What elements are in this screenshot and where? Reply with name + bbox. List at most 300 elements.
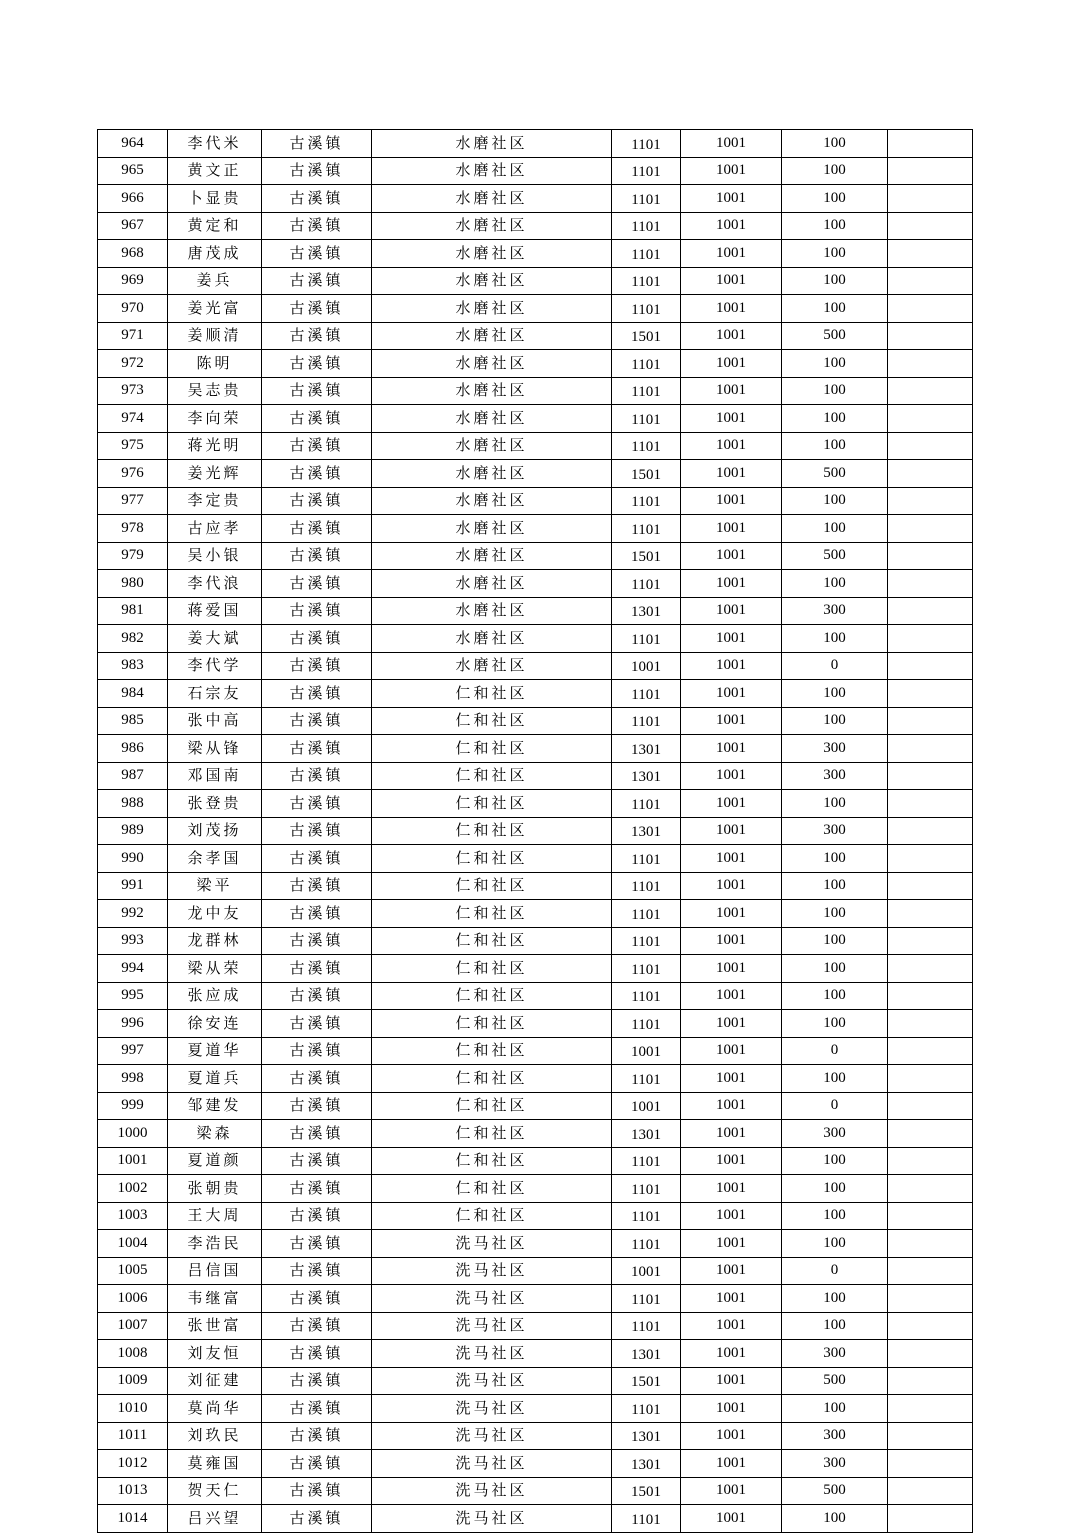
cell-community: 仁和社区 — [372, 762, 612, 790]
cell-note — [888, 1175, 973, 1203]
cell-amount: 300 — [782, 597, 888, 625]
cell-code1: 1501 — [612, 1367, 681, 1395]
cell-code2: 1001 — [681, 542, 782, 570]
cell-code1: 1301 — [612, 817, 681, 845]
cell-note — [888, 955, 973, 983]
cell-town: 古溪镇 — [262, 1312, 372, 1340]
table-row — [98, 1450, 973, 1478]
cell-community: 洗马社区 — [372, 1257, 612, 1285]
table-row — [98, 1037, 973, 1065]
cell-code1: 1101 — [612, 680, 681, 708]
cell-code2: 1001 — [681, 1065, 782, 1093]
cell-note — [888, 762, 973, 790]
cell-amount: 100 — [782, 1312, 888, 1340]
cell-code1: 1101 — [612, 515, 681, 543]
cell-town: 古溪镇 — [262, 157, 372, 185]
cell-name: 黄文正 — [168, 157, 262, 185]
cell-community: 仁和社区 — [372, 1202, 612, 1230]
cell-name: 古应孝 — [168, 515, 262, 543]
cell-name: 吕兴望 — [168, 1505, 262, 1533]
cell-note — [888, 515, 973, 543]
cell-note — [888, 157, 973, 185]
cell-note — [888, 405, 973, 433]
cell-community: 仁和社区 — [372, 900, 612, 928]
cell-number: 978 — [98, 515, 168, 543]
cell-note — [888, 1230, 973, 1258]
cell-note — [888, 240, 973, 268]
cell-town: 古溪镇 — [262, 1147, 372, 1175]
cell-note — [888, 790, 973, 818]
cell-name: 王大周 — [168, 1202, 262, 1230]
cell-amount: 300 — [782, 762, 888, 790]
cell-code2: 1001 — [681, 1312, 782, 1340]
cell-town: 古溪镇 — [262, 405, 372, 433]
cell-code2: 1001 — [681, 1202, 782, 1230]
cell-note — [888, 130, 973, 158]
cell-community: 水磨社区 — [372, 570, 612, 598]
cell-number: 996 — [98, 1010, 168, 1038]
cell-community: 仁和社区 — [372, 1092, 612, 1120]
cell-town: 古溪镇 — [262, 1395, 372, 1423]
cell-community: 水磨社区 — [372, 295, 612, 323]
cell-code2: 1001 — [681, 597, 782, 625]
cell-town: 古溪镇 — [262, 790, 372, 818]
cell-number: 992 — [98, 900, 168, 928]
cell-community: 仁和社区 — [372, 872, 612, 900]
cell-amount: 0 — [782, 1092, 888, 1120]
cell-code1: 1101 — [612, 130, 681, 158]
cell-code2: 1001 — [681, 515, 782, 543]
cell-code2: 1001 — [681, 240, 782, 268]
cell-amount: 300 — [782, 1340, 888, 1368]
cell-code1: 1101 — [612, 240, 681, 268]
cell-code2: 1001 — [681, 130, 782, 158]
cell-amount: 100 — [782, 185, 888, 213]
cell-code2: 1001 — [681, 1395, 782, 1423]
cell-town: 古溪镇 — [262, 1367, 372, 1395]
cell-number: 1004 — [98, 1230, 168, 1258]
cell-amount: 100 — [782, 955, 888, 983]
cell-code2: 1001 — [681, 1147, 782, 1175]
cell-code1: 1101 — [612, 1202, 681, 1230]
table-row — [98, 762, 973, 790]
cell-number: 1002 — [98, 1175, 168, 1203]
cell-name: 卜显贵 — [168, 185, 262, 213]
cell-number: 969 — [98, 267, 168, 295]
cell-number: 995 — [98, 982, 168, 1010]
cell-number: 1007 — [98, 1312, 168, 1340]
cell-town: 古溪镇 — [262, 707, 372, 735]
cell-community: 水磨社区 — [372, 542, 612, 570]
cell-note — [888, 1367, 973, 1395]
cell-name: 梁森 — [168, 1120, 262, 1148]
cell-note — [888, 735, 973, 763]
cell-name: 黄定和 — [168, 212, 262, 240]
cell-code1: 1101 — [612, 1147, 681, 1175]
cell-town: 古溪镇 — [262, 982, 372, 1010]
cell-code2: 1001 — [681, 1477, 782, 1505]
cell-number: 990 — [98, 845, 168, 873]
cell-amount: 100 — [782, 157, 888, 185]
cell-town: 古溪镇 — [262, 872, 372, 900]
cell-name: 吴志贵 — [168, 377, 262, 405]
cell-number: 964 — [98, 130, 168, 158]
cell-code1: 1101 — [612, 1285, 681, 1313]
cell-code2: 1001 — [681, 1285, 782, 1313]
table-row — [98, 487, 973, 515]
cell-amount: 100 — [782, 1202, 888, 1230]
cell-code2: 1001 — [681, 625, 782, 653]
cell-note — [888, 900, 973, 928]
cell-community: 洗马社区 — [372, 1422, 612, 1450]
cell-amount: 100 — [782, 130, 888, 158]
table-row — [98, 1010, 973, 1038]
cell-code1: 1501 — [612, 322, 681, 350]
cell-note — [888, 597, 973, 625]
cell-town: 古溪镇 — [262, 1422, 372, 1450]
cell-note — [888, 377, 973, 405]
cell-code1: 1101 — [612, 872, 681, 900]
cell-community: 仁和社区 — [372, 845, 612, 873]
cell-code2: 1001 — [681, 817, 782, 845]
cell-code1: 1101 — [612, 927, 681, 955]
cell-code2: 1001 — [681, 1505, 782, 1533]
cell-number: 999 — [98, 1092, 168, 1120]
cell-town: 古溪镇 — [262, 542, 372, 570]
cell-note — [888, 817, 973, 845]
cell-town: 古溪镇 — [262, 1065, 372, 1093]
cell-code2: 1001 — [681, 900, 782, 928]
cell-name: 李代学 — [168, 652, 262, 680]
cell-community: 水磨社区 — [372, 267, 612, 295]
cell-name: 陈明 — [168, 350, 262, 378]
cell-code1: 1101 — [612, 267, 681, 295]
cell-code1: 1101 — [612, 982, 681, 1010]
cell-code1: 1101 — [612, 212, 681, 240]
cell-amount: 100 — [782, 982, 888, 1010]
cell-community: 水磨社区 — [372, 185, 612, 213]
cell-amount: 100 — [782, 515, 888, 543]
cell-amount: 300 — [782, 735, 888, 763]
cell-number: 1009 — [98, 1367, 168, 1395]
cell-community: 仁和社区 — [372, 790, 612, 818]
cell-community: 洗马社区 — [372, 1395, 612, 1423]
cell-number: 979 — [98, 542, 168, 570]
cell-code1: 1101 — [612, 377, 681, 405]
cell-code2: 1001 — [681, 735, 782, 763]
cell-number: 983 — [98, 652, 168, 680]
cell-code2: 1001 — [681, 1175, 782, 1203]
table-row — [98, 652, 973, 680]
cell-amount: 100 — [782, 405, 888, 433]
cell-note — [888, 845, 973, 873]
cell-community: 洗马社区 — [372, 1477, 612, 1505]
cell-amount: 500 — [782, 1477, 888, 1505]
cell-number: 986 — [98, 735, 168, 763]
cell-town: 古溪镇 — [262, 432, 372, 460]
cell-name: 吕信国 — [168, 1257, 262, 1285]
table-row — [98, 515, 973, 543]
cell-name: 蒋爱国 — [168, 597, 262, 625]
cell-code2: 1001 — [681, 652, 782, 680]
cell-community: 水磨社区 — [372, 652, 612, 680]
cell-name: 梁从锋 — [168, 735, 262, 763]
cell-community: 水磨社区 — [372, 405, 612, 433]
cell-code1: 1301 — [612, 1422, 681, 1450]
cell-community: 水磨社区 — [372, 350, 612, 378]
cell-amount: 100 — [782, 487, 888, 515]
cell-code2: 1001 — [681, 1257, 782, 1285]
cell-town: 古溪镇 — [262, 1202, 372, 1230]
cell-code2: 1001 — [681, 1037, 782, 1065]
cell-code2: 1001 — [681, 872, 782, 900]
cell-name: 李代米 — [168, 130, 262, 158]
cell-code2: 1001 — [681, 927, 782, 955]
table-row — [98, 680, 973, 708]
cell-amount: 100 — [782, 927, 888, 955]
cell-code1: 1101 — [612, 350, 681, 378]
cell-amount: 100 — [782, 845, 888, 873]
cell-number: 987 — [98, 762, 168, 790]
cell-code2: 1001 — [681, 1092, 782, 1120]
cell-number: 998 — [98, 1065, 168, 1093]
cell-town: 古溪镇 — [262, 817, 372, 845]
cell-name: 龙中友 — [168, 900, 262, 928]
cell-number: 989 — [98, 817, 168, 845]
table-row — [98, 900, 973, 928]
cell-code1: 1101 — [612, 900, 681, 928]
cell-community: 仁和社区 — [372, 1147, 612, 1175]
table-row — [98, 350, 973, 378]
table-row — [98, 1312, 973, 1340]
cell-note — [888, 1505, 973, 1533]
cell-code1: 1301 — [612, 597, 681, 625]
cell-note — [888, 652, 973, 680]
cell-amount: 100 — [782, 625, 888, 653]
cell-amount: 0 — [782, 652, 888, 680]
cell-town: 古溪镇 — [262, 1450, 372, 1478]
cell-community: 水磨社区 — [372, 322, 612, 350]
cell-community: 水磨社区 — [372, 625, 612, 653]
cell-community: 仁和社区 — [372, 680, 612, 708]
cell-name: 夏道华 — [168, 1037, 262, 1065]
cell-note — [888, 295, 973, 323]
cell-town: 古溪镇 — [262, 1010, 372, 1038]
cell-code2: 1001 — [681, 157, 782, 185]
cell-name: 张应成 — [168, 982, 262, 1010]
cell-amount: 100 — [782, 1230, 888, 1258]
cell-name: 邹建发 — [168, 1092, 262, 1120]
cell-town: 古溪镇 — [262, 240, 372, 268]
cell-community: 仁和社区 — [372, 955, 612, 983]
cell-number: 988 — [98, 790, 168, 818]
cell-number: 974 — [98, 405, 168, 433]
cell-code2: 1001 — [681, 267, 782, 295]
cell-town: 古溪镇 — [262, 845, 372, 873]
cell-town: 古溪镇 — [262, 900, 372, 928]
cell-code2: 1001 — [681, 1422, 782, 1450]
cell-community: 洗马社区 — [372, 1285, 612, 1313]
cell-town: 古溪镇 — [262, 377, 372, 405]
cell-community: 水磨社区 — [372, 157, 612, 185]
cell-town: 古溪镇 — [262, 735, 372, 763]
cell-number: 980 — [98, 570, 168, 598]
cell-amount: 500 — [782, 542, 888, 570]
cell-community: 仁和社区 — [372, 982, 612, 1010]
table-row — [98, 1230, 973, 1258]
table-row — [98, 322, 973, 350]
cell-name: 姜大斌 — [168, 625, 262, 653]
cell-amount: 500 — [782, 1367, 888, 1395]
table-row — [98, 405, 973, 433]
cell-amount: 100 — [782, 790, 888, 818]
table-row — [98, 1422, 973, 1450]
cell-code2: 1001 — [681, 680, 782, 708]
cell-code2: 1001 — [681, 185, 782, 213]
cell-code2: 1001 — [681, 707, 782, 735]
cell-name: 刘玖民 — [168, 1422, 262, 1450]
cell-code1: 1101 — [612, 625, 681, 653]
cell-code2: 1001 — [681, 1367, 782, 1395]
cell-number: 1000 — [98, 1120, 168, 1148]
cell-amount: 100 — [782, 295, 888, 323]
cell-amount: 100 — [782, 570, 888, 598]
cell-amount: 100 — [782, 680, 888, 708]
cell-code1: 1501 — [612, 460, 681, 488]
cell-code1: 1101 — [612, 185, 681, 213]
cell-name: 梁从荣 — [168, 955, 262, 983]
cell-name: 李浩民 — [168, 1230, 262, 1258]
cell-code2: 1001 — [681, 1340, 782, 1368]
cell-amount: 300 — [782, 1422, 888, 1450]
cell-town: 古溪镇 — [262, 212, 372, 240]
cell-number: 973 — [98, 377, 168, 405]
cell-note — [888, 432, 973, 460]
cell-note — [888, 1257, 973, 1285]
cell-code1: 1101 — [612, 1010, 681, 1038]
cell-note — [888, 542, 973, 570]
cell-town: 古溪镇 — [262, 130, 372, 158]
table-row — [98, 1340, 973, 1368]
cell-number: 965 — [98, 157, 168, 185]
table-row — [98, 707, 973, 735]
cell-community: 水磨社区 — [372, 487, 612, 515]
cell-number: 1014 — [98, 1505, 168, 1533]
cell-amount: 300 — [782, 817, 888, 845]
cell-town: 古溪镇 — [262, 955, 372, 983]
cell-amount: 100 — [782, 707, 888, 735]
cell-code1: 1101 — [612, 1395, 681, 1423]
cell-number: 972 — [98, 350, 168, 378]
table-row — [98, 432, 973, 460]
cell-code1: 1301 — [612, 1340, 681, 1368]
cell-community: 仁和社区 — [372, 1065, 612, 1093]
cell-note — [888, 322, 973, 350]
table-row — [98, 212, 973, 240]
cell-amount: 100 — [782, 1175, 888, 1203]
cell-code1: 1101 — [612, 405, 681, 433]
table-row — [98, 625, 973, 653]
cell-code2: 1001 — [681, 432, 782, 460]
cell-amount: 300 — [782, 1450, 888, 1478]
table-row — [98, 927, 973, 955]
cell-community: 水磨社区 — [372, 460, 612, 488]
cell-community: 洗马社区 — [372, 1340, 612, 1368]
cell-code1: 1101 — [612, 1065, 681, 1093]
cell-community: 仁和社区 — [372, 707, 612, 735]
cell-code2: 1001 — [681, 295, 782, 323]
cell-amount: 300 — [782, 1120, 888, 1148]
cell-note — [888, 1037, 973, 1065]
cell-name: 姜顺清 — [168, 322, 262, 350]
cell-code1: 1001 — [612, 652, 681, 680]
cell-town: 古溪镇 — [262, 927, 372, 955]
cell-note — [888, 460, 973, 488]
cell-community: 仁和社区 — [372, 1175, 612, 1203]
cell-amount: 100 — [782, 1395, 888, 1423]
cell-note — [888, 872, 973, 900]
cell-number: 1001 — [98, 1147, 168, 1175]
cell-town: 古溪镇 — [262, 625, 372, 653]
cell-code1: 1101 — [612, 570, 681, 598]
cell-code1: 1101 — [612, 487, 681, 515]
table-row — [98, 542, 973, 570]
cell-code2: 1001 — [681, 762, 782, 790]
cell-amount: 0 — [782, 1257, 888, 1285]
cell-town: 古溪镇 — [262, 487, 372, 515]
table-row — [98, 735, 973, 763]
cell-note — [888, 212, 973, 240]
cell-number: 977 — [98, 487, 168, 515]
cell-name: 唐茂成 — [168, 240, 262, 268]
cell-number: 970 — [98, 295, 168, 323]
cell-amount: 100 — [782, 900, 888, 928]
cell-code2: 1001 — [681, 322, 782, 350]
table-row — [98, 130, 973, 158]
cell-code2: 1001 — [681, 405, 782, 433]
cell-town: 古溪镇 — [262, 322, 372, 350]
cell-code2: 1001 — [681, 570, 782, 598]
cell-code2: 1001 — [681, 212, 782, 240]
cell-code2: 1001 — [681, 845, 782, 873]
table-body — [98, 130, 973, 1533]
cell-code2: 1001 — [681, 377, 782, 405]
cell-name: 莫雍国 — [168, 1450, 262, 1478]
cell-town: 古溪镇 — [262, 1175, 372, 1203]
table-row — [98, 790, 973, 818]
cell-code2: 1001 — [681, 982, 782, 1010]
cell-code1: 1001 — [612, 1257, 681, 1285]
table-row — [98, 1395, 973, 1423]
cell-code1: 1101 — [612, 790, 681, 818]
cell-note — [888, 570, 973, 598]
cell-name: 张登贵 — [168, 790, 262, 818]
cell-amount: 100 — [782, 240, 888, 268]
cell-number: 971 — [98, 322, 168, 350]
cell-note — [888, 267, 973, 295]
table-row — [98, 1285, 973, 1313]
cell-name: 刘友恒 — [168, 1340, 262, 1368]
cell-note — [888, 927, 973, 955]
cell-amount: 100 — [782, 432, 888, 460]
cell-note — [888, 487, 973, 515]
cell-name: 余孝国 — [168, 845, 262, 873]
cell-community: 水磨社区 — [372, 597, 612, 625]
cell-town: 古溪镇 — [262, 460, 372, 488]
cell-amount: 100 — [782, 1505, 888, 1533]
cell-number: 994 — [98, 955, 168, 983]
cell-town: 古溪镇 — [262, 267, 372, 295]
